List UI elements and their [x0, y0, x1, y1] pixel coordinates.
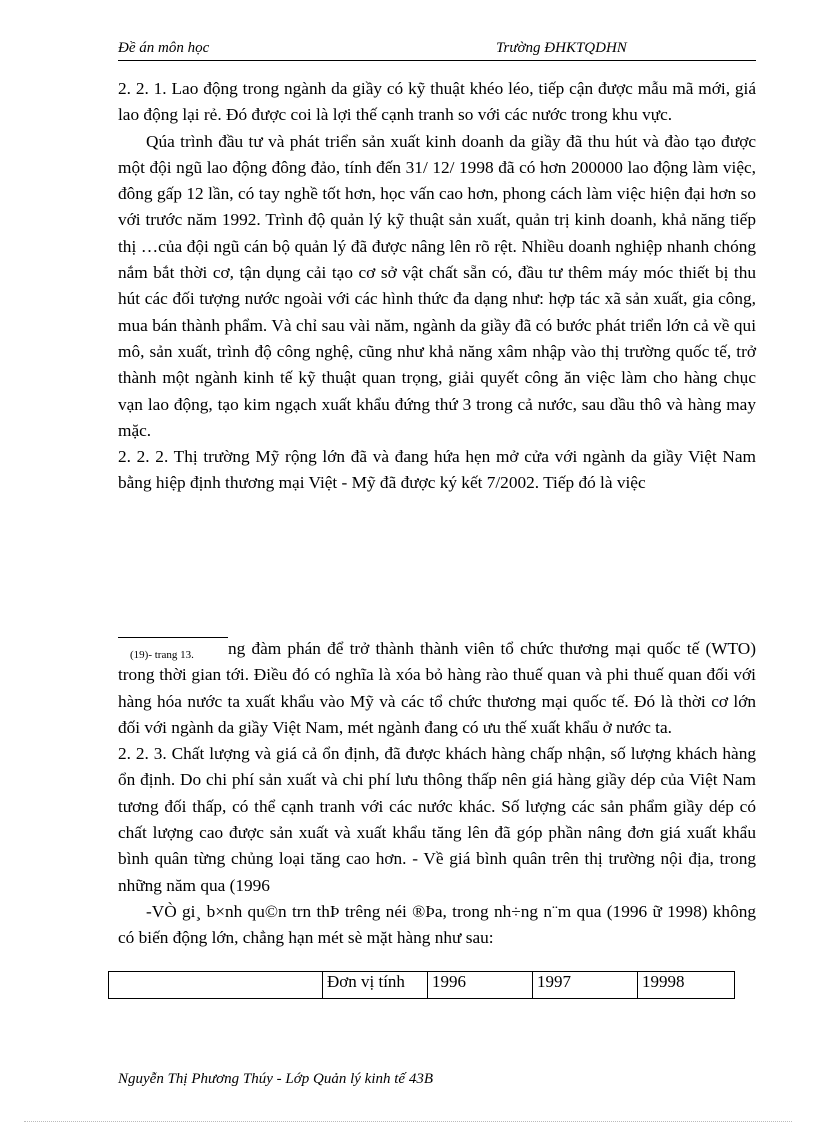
table-header-cell: Đơn vị tính — [323, 972, 428, 999]
main-text — [118, 76, 756, 497]
garbled-text-b: n thÞ tr — [302, 901, 356, 921]
paragraph-2-2-3: 2. 2. 3. Chất lượng và giá cả ổn định, đã được khách hàng chấp nhận, số lượng khách hàng ổn định. Do chi phí sản xuất và chi phí lưu thông thấp nên giá hàng giầy dép của Việt Nam tương đối thấp, có thể cạnh tranh với các nước khác. Số lượng các sản phẩm giầy dép có chất lượng cao được sản xuất và xuất khẩu tăng lên đã góp phần nâng đơn giá xuất khẩu bình quân từng chủng loại tăng cao hơn. - Về giá bình quân trên thị trường nội địa, trong những năm qua (1996 — [118, 744, 756, 895]
table-header-cell: 19998 — [638, 972, 735, 999]
continued-text — [118, 636, 756, 952]
page-bottom-rule — [24, 1121, 792, 1122]
page-footer: Nguyễn Thị Phương Thúy - Lớp Quản lý kinh tế 43B — [118, 1071, 433, 1087]
paragraph-price-note — [118, 899, 756, 952]
header-course-title: Đề án môn học — [118, 40, 210, 56]
price-table — [108, 971, 735, 999]
table-header-cell — [109, 972, 323, 999]
page-header — [118, 38, 756, 61]
table-header-cell: 1997 — [533, 972, 638, 999]
paragraph-2-2-2: 2. 2. 2. Thị trường Mỹ rộng lớn đã và đang hứa hẹn mở cửa với ngành da giầy Việt Nam bằng hiệp định thương mại Việt - Mỹ đã được ký kết 7/2002. Tiếp đó là việc — [118, 447, 756, 493]
paragraph-wto: ng đàm phán để trở thành thành viên tổ chức thương mại quốc tế (WTO) trong thời gian tới. Điều đó có nghĩa là xóa bỏ hàng rào thuế quan và phi thuế quan đối với hàng hóa nước ta xuất khẩu vào Mỹ và các tổ chức thương mại quốc tế. Đó là thời cơ lớn đối với ngành da giầy Việt Nam, mét ngành đang có ưu thế xuất khẩu ở nước ta. — [118, 639, 756, 737]
paragraph-2-2-1: 2. 2. 1. Lao động trong ngành da giầy có kỹ thuật khéo léo, tiếp cận được mẫu mã mới, giá lao động lại rẻ. Đó được coi là lợi thế cạnh tranh so với các nước trong khu vực. — [118, 79, 756, 125]
footnote: (19)- trang 13. — [130, 649, 194, 661]
garbled-text-c: êng néi ®Þa, trong nh÷ng n¨m qua (1996 ữ 1998) không có biến động lớn, chẳng hạn mét sè mặt hàng như sau: — [118, 901, 756, 948]
garbled-text-a: -VÒ gi¸ b×nh qu©n tr — [146, 901, 303, 921]
table-header-row — [109, 972, 735, 999]
table-header-cell: 1996 — [428, 972, 533, 999]
header-school-name: Trường ĐHKTQDHN — [496, 40, 627, 56]
paragraph-labor-force: Qúa trình đầu tư và phát triển sản xuất kinh doanh da giầy đã thu hút và đào tạo được một đội ngũ lao động đông đảo, tính đến 31/ 12/ 1998 đã có hơn 200000 lao động làm việc, đông gấp 12 lần, có tay nghề tốt hơn, học vấn cao hơn, phong cách làm việc hiện đại hơn so với trước năm 1992. Trình độ quản lý kỹ thuật sản xuất, quản trị kinh doanh, khả năng tiếp thị …của đội ngũ cán bộ quản lý đã được nâng lên rõ rệt. Nhiều doanh nghiệp nhanh chóng nắm bắt thời cơ, tận dụng cải tạo cơ sở vật chất sẵn có, đầu tư thêm máy móc thiết bị thu hút các đối tượng nước ngoài với các hình thức đa dạng như: hợp tác xã sản xuất, gia công, mua bán thành phẩm. Và chỉ sau vài năm, ngành da giầy đã có bước phát triển lớn cả về qui mô, sản xuất, trình độ công nghệ, cũng như khả năng xâm nhập vào thị trường quốc tế, trở thành một ngành kinh tế kỹ thuật quan trọng, giải quyết công ăn việc làm cho hàng chục vạn lao động, tạo kim ngạch xuất khẩu đứng thứ 3 trong cả nước, sau dầu thô và hàng may mặc. — [118, 131, 756, 440]
